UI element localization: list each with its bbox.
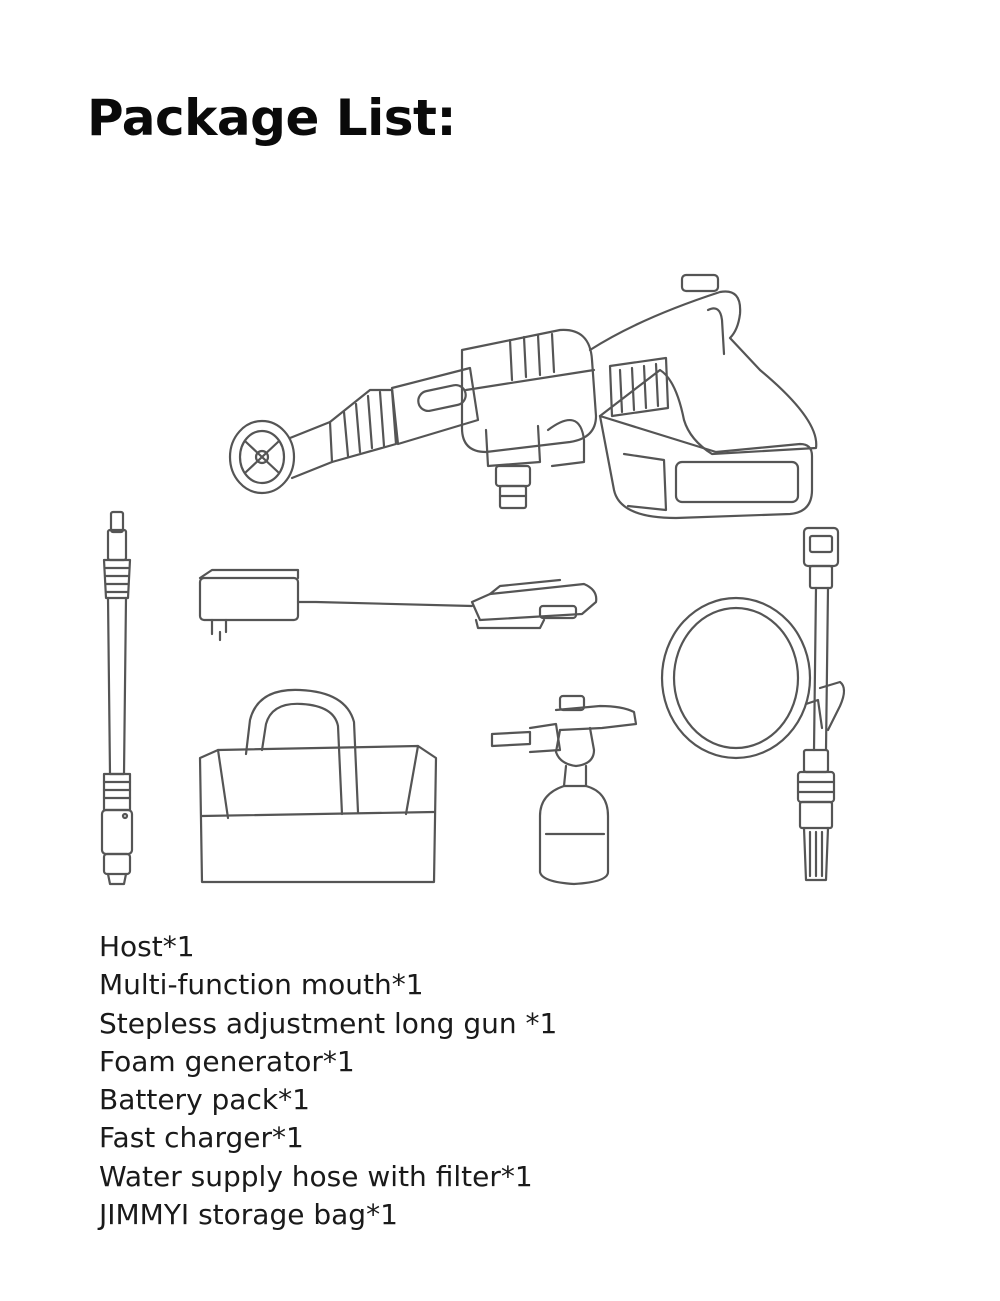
storage-bag-icon: [200, 690, 436, 882]
package-items-list: [99, 928, 557, 1234]
fast-charger-icon: [200, 570, 596, 640]
list-item: Stepless adjustment long gun *1: [99, 1006, 558, 1040]
list-item: Fast charger*1: [99, 1121, 304, 1155]
list-item: JIMMYI storage bag*1: [99, 1198, 398, 1232]
list-item: Water supply hose with filter*1: [99, 1159, 533, 1193]
list-item: Battery pack*1: [99, 1083, 310, 1117]
list-item: Multi-function mouth*1: [99, 968, 424, 1002]
washer-gun-host-icon: [230, 275, 816, 518]
list-item: Foam generator*1: [99, 1044, 355, 1078]
list-item: Host*1: [99, 930, 195, 963]
foam-generator-icon: [492, 696, 636, 884]
water-hose-icon: [662, 528, 844, 880]
package-illustration: [0, 230, 1000, 910]
long-gun-icon: [102, 512, 132, 884]
page-title: Package List:: [87, 89, 456, 147]
